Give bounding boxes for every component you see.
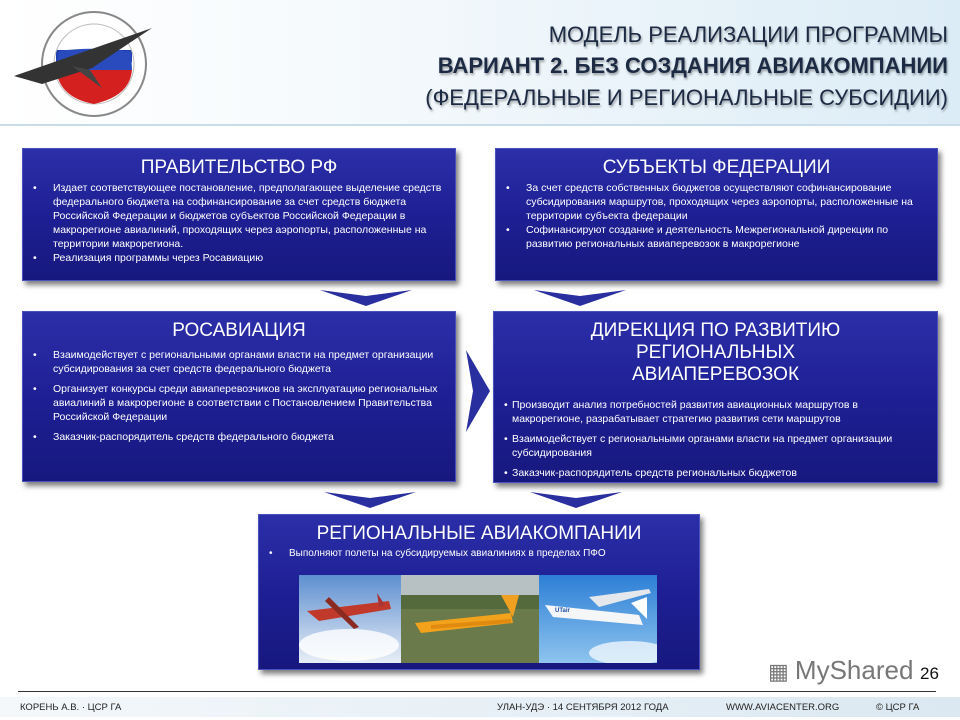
- utair-plane-photo: [539, 575, 657, 663]
- footer-divider: [18, 691, 936, 692]
- svg-text:UTair: UTair: [555, 608, 570, 614]
- watermark: ▦ MyShared: [768, 655, 914, 685]
- page-number: 26: [920, 664, 939, 683]
- directorate-title: ДИРЕКЦИЯ ПО РАЗВИТИЮ РЕГИОНАЛЬНЫХ АВИАПЕРЕВОЗОК: [590, 320, 841, 385]
- government-title: ПРАВИТЕЛЬСТВО РФ: [140, 157, 338, 178]
- government-box: [22, 148, 456, 281]
- footer-event: УЛАН-УДЭ · 14 СЕНТЯБРЯ 2012 ГОДА: [497, 702, 669, 713]
- subjects-title: СУБЪЕКТЫ ФЕДЕРАЦИИ: [602, 157, 831, 178]
- title-line-2: ВАРИАНТ 2. БЕЗ СОЗДАНИЯ АВИАКОМПАНИИ: [437, 53, 948, 78]
- title-line-3: (ФЕДЕРАЛЬНЫЕ И РЕГИОНАЛЬНЫЕ СУБСИДИИ): [425, 85, 948, 110]
- down-arrow-icon: [534, 290, 626, 306]
- list-item: • Издает соответствующее постановление, предполагающее выделение средств федерального бюджета на софинансирование за счет средств бюджета Российской Федерации и бюджетов субъектов Российской Федерации в макрорегионе авиалиний, проходящих через аэропорты, расположенные на территории макрорегиона.: [33, 181, 447, 251]
- list-item: • За счет средств собственных бюджетов осуществляют софинансирование субсидирования маршрутов, проходящих через аэропорты, расположенные на территории субъекта федерации: [506, 181, 929, 223]
- down-arrow-icon: [320, 290, 412, 306]
- red-plane-photo: [299, 575, 401, 663]
- subjects-box: [495, 148, 938, 281]
- airlines-box: [258, 514, 700, 670]
- list-item: • Выполняют полеты на субсидируемых авиалиниях в пределах ПФО: [269, 547, 691, 561]
- list-item: • Реализация программы через Росавиацию: [33, 251, 447, 265]
- footer-author: КОРЕНЬ А.В. · ЦСР ГА: [20, 702, 122, 713]
- directorate-box: [493, 311, 938, 483]
- list-item: • Заказчик-распорядитель средств региональных бюджетов: [504, 466, 929, 480]
- list-item: • Взаимодействует с региональными органами власти на предмет организации субсидирования: [504, 432, 929, 460]
- list-item: • Софинансируют создание и деятельность Межрегиональной дирекции по развитию региональных авиаперевозок в макрорегионе: [506, 223, 929, 251]
- title-line-1: МОДЕЛЬ РЕАЛИЗАЦИИ ПРОГРАММЫ: [548, 22, 948, 47]
- list-item: • Взаимодействует с региональными органами власти на предмет организации субсидирования за счет средств федерального бюджета: [33, 348, 447, 376]
- footer: [0, 697, 960, 717]
- footer-copyright: © ЦСР ГА: [876, 702, 920, 713]
- orange-plane-photo: [401, 575, 539, 663]
- logo-icon: [12, 6, 162, 124]
- airlines-title: РЕГИОНАЛЬНЫЕ АВИАКОМПАНИИ: [316, 523, 642, 544]
- aircraft-photos: [299, 575, 657, 663]
- down-arrow-icon: [324, 492, 416, 508]
- list-item: • Производит анализ потребностей развития авиационных маршрутов в макрорегионе, разрабатывает стратегию развития сети маршрутов: [504, 398, 929, 426]
- list-item: • Заказчик-распорядитель средств федерального бюджета: [33, 430, 447, 444]
- right-arrow-icon: [466, 350, 490, 432]
- list-item: • Организует конкурсы среди авиаперевозчиков на эксплуатацию региональных авиалиний в макрорегионе в соответствии с Постановлением Правительства Российской Федерации: [33, 382, 447, 424]
- rosaviation-box: [22, 311, 456, 482]
- rosaviation-title: РОСАВИАЦИЯ: [172, 320, 306, 341]
- down-arrow-icon: [530, 492, 622, 508]
- footer-site-link[interactable]: WWW.AVIACENTER.ORG: [726, 702, 840, 713]
